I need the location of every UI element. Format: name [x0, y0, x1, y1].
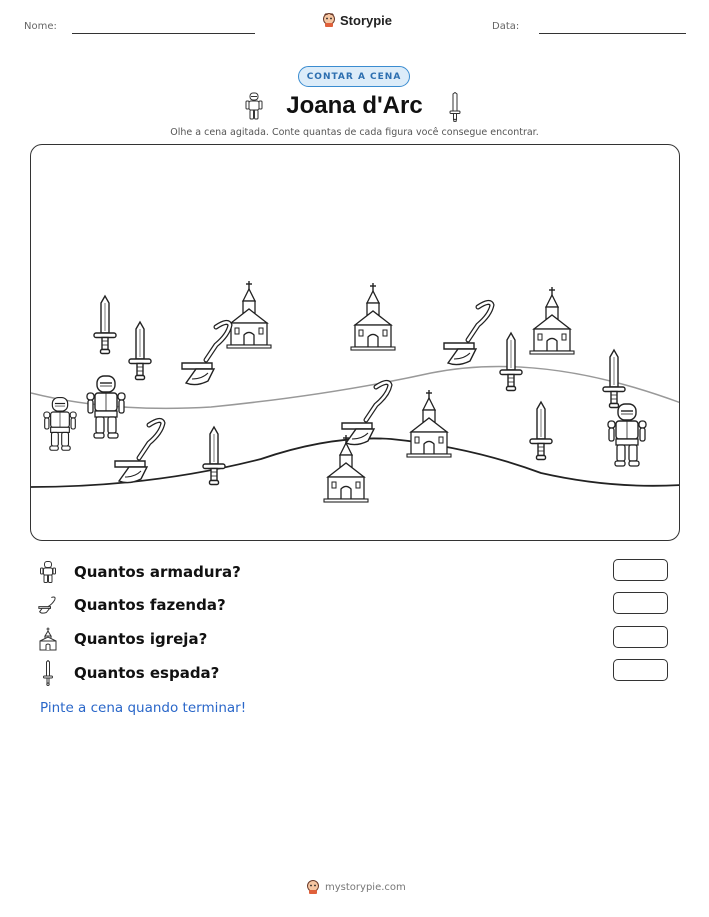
- page-title: Joana d'Arc: [286, 92, 423, 119]
- church-figure[interactable]: [324, 435, 368, 502]
- armor-icon: [38, 561, 58, 583]
- question-armor: [38, 561, 241, 583]
- scene-panel: [30, 144, 680, 541]
- site-url[interactable]: mystorypie.com: [325, 881, 406, 893]
- plow-icon: [38, 594, 58, 616]
- storypie-mascot-icon: [306, 879, 320, 895]
- scene-drawing: [31, 145, 680, 541]
- sword-figure[interactable]: [94, 296, 116, 354]
- far-hill-line: [31, 366, 680, 408]
- question-sword: [38, 660, 219, 686]
- instructions: Olhe a cena agitada. Conte quantas de cada figura você consegue encontrar.: [170, 127, 539, 138]
- brand-logo: [322, 12, 392, 28]
- date-label: Data:: [492, 21, 520, 32]
- plow-figure[interactable]: [182, 322, 230, 384]
- question-text: Quantos fazenda?: [74, 596, 226, 614]
- question-text: Quantos igreja?: [74, 630, 208, 648]
- plow-figure[interactable]: [342, 382, 390, 444]
- storypie-mascot-icon: [322, 12, 336, 28]
- sword-figure[interactable]: [603, 350, 625, 408]
- sword-figure[interactable]: [530, 402, 552, 460]
- sword-figure[interactable]: [500, 333, 522, 391]
- knight-figure[interactable]: [608, 404, 646, 466]
- knight-figure[interactable]: [87, 376, 125, 438]
- church-figure[interactable]: [227, 281, 271, 348]
- name-label: Nome:: [24, 21, 57, 32]
- answer-box-church[interactable]: [613, 626, 668, 648]
- question-text: Quantos espada?: [74, 664, 220, 682]
- sword-figure[interactable]: [203, 427, 225, 485]
- sword-icon: [38, 660, 58, 686]
- color-instruction: Pinte a cena quando terminar!: [40, 700, 247, 716]
- church-figure[interactable]: [530, 287, 574, 354]
- activity-badge: CONTAR A CENA: [298, 66, 410, 87]
- church-icon: [38, 627, 58, 651]
- question-text: Quantos armadura?: [74, 563, 241, 581]
- church-figure[interactable]: [407, 390, 451, 457]
- plow-figure[interactable]: [444, 302, 492, 364]
- sword-figure[interactable]: [129, 322, 151, 380]
- date-line[interactable]: [539, 33, 686, 34]
- answer-box-farm[interactable]: [613, 592, 668, 614]
- sword-icon: [449, 92, 461, 122]
- answer-box-sword[interactable]: [613, 659, 668, 681]
- question-farm: [38, 594, 226, 616]
- plow-figure[interactable]: [115, 420, 163, 482]
- question-church: [38, 627, 207, 651]
- brand-name: Storypie: [340, 12, 393, 28]
- site-footer: [306, 879, 406, 895]
- knight-figure[interactable]: [44, 398, 76, 451]
- name-line[interactable]: [72, 33, 255, 34]
- church-figure[interactable]: [351, 283, 395, 350]
- answer-box-armor[interactable]: [613, 559, 668, 581]
